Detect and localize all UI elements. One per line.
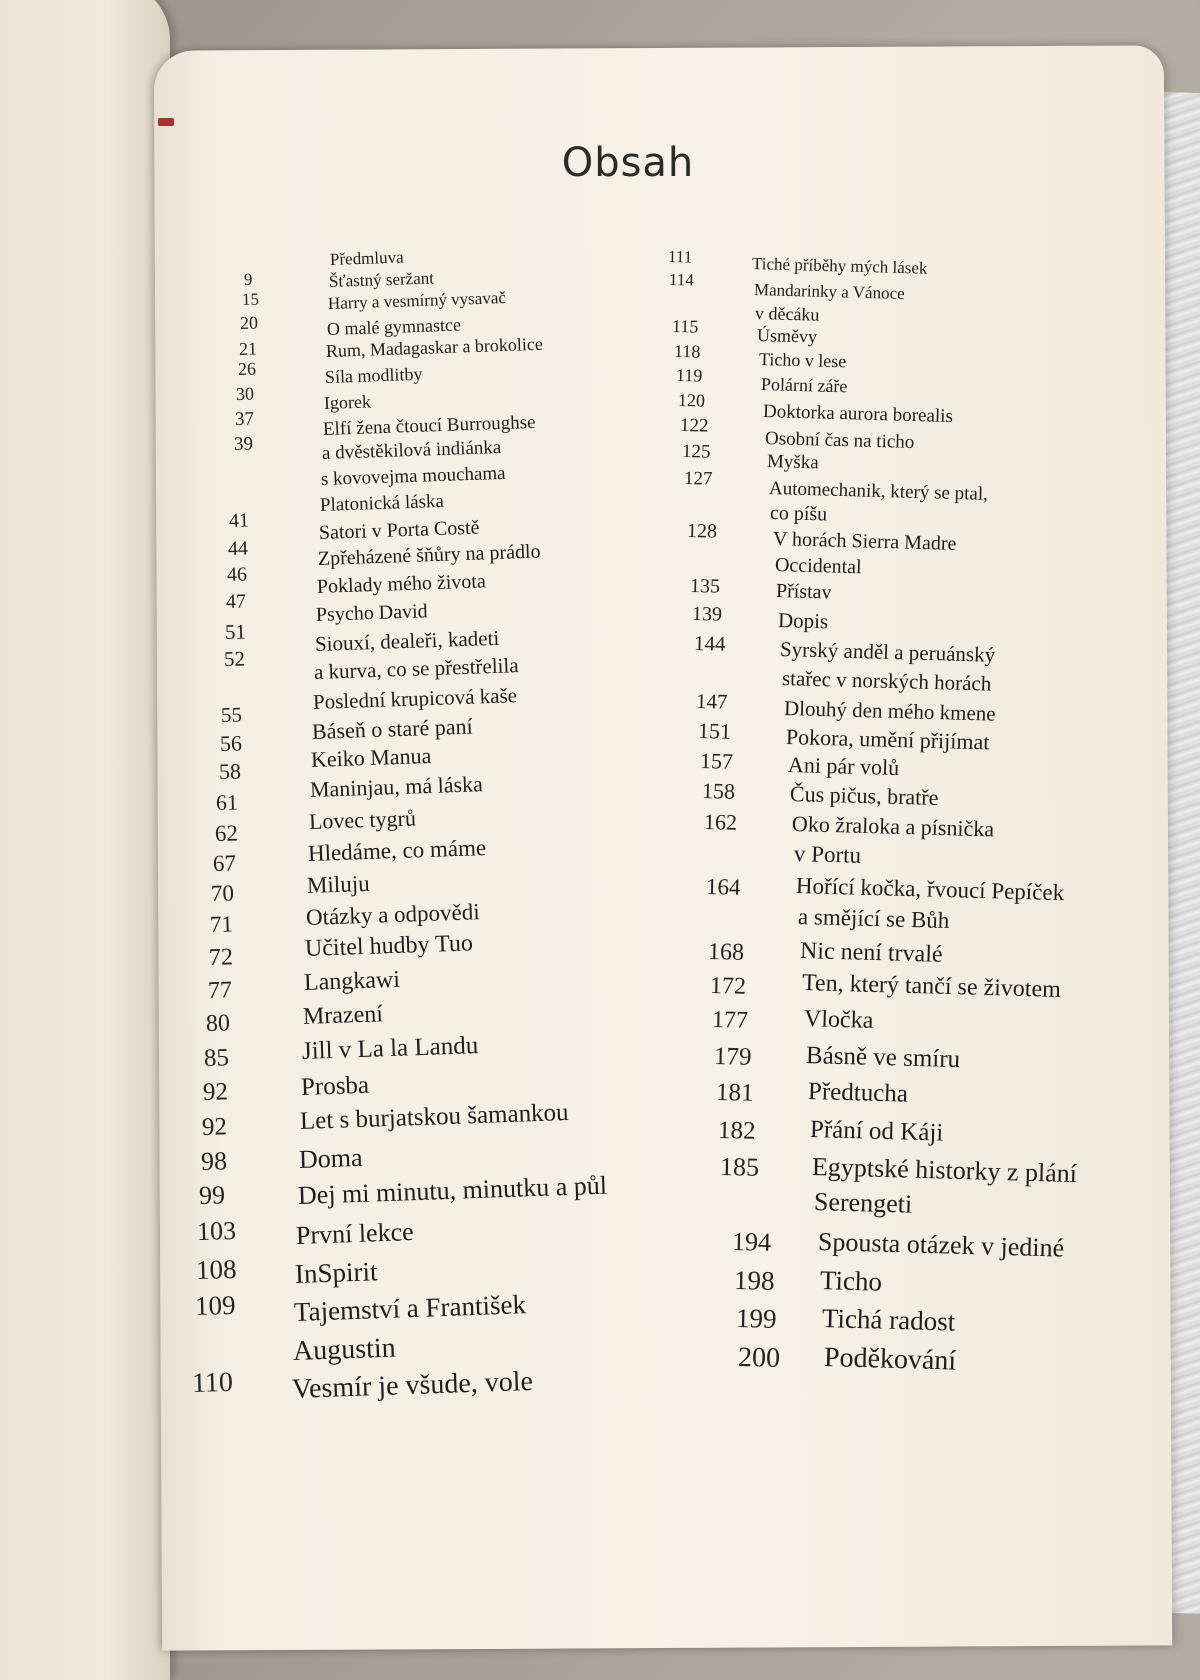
chapter-title: Satori v Porta Costě — [318, 516, 480, 544]
page-number: 194 — [731, 1227, 772, 1257]
page-number: 98 — [200, 1146, 228, 1176]
chapter-title: Miluju — [306, 870, 370, 898]
chapter-title: Langkawi — [303, 966, 401, 996]
chapter-title: Šťastný seržant — [328, 267, 435, 291]
left-page — [0, 0, 170, 1680]
chapter-title: Polární záře — [760, 374, 848, 397]
chapter-title: Oko žraloka a písnička — [791, 811, 995, 842]
chapter-title: Otázky a odpovědi — [305, 898, 481, 930]
page-title: Obsah — [561, 140, 695, 186]
page-number: 147 — [695, 688, 728, 714]
chapter-title: Igorek — [323, 391, 372, 413]
page-number: 67 — [212, 849, 237, 876]
chapter-title: Vločka — [803, 1006, 874, 1034]
page-number: 9 — [243, 269, 253, 289]
chapter-title: Ten, který tančí se životem — [801, 970, 1062, 1003]
chapter-title: O malé gymnastce — [326, 314, 462, 339]
page-number: 62 — [214, 819, 239, 846]
chapter-title: Dlouhý den mého kmene — [783, 695, 996, 726]
chapter-title: Zpřeházené šňůry na prádlo — [317, 540, 541, 570]
chapter-title: První lekce — [295, 1217, 415, 1250]
page-number: 99 — [198, 1180, 226, 1210]
chapter-title: Mandarinky a Vánoce — [753, 279, 905, 303]
page-number: 125 — [681, 440, 711, 463]
chapter-title: Úsměvy — [756, 325, 818, 347]
chapter-title: Prosba — [300, 1071, 370, 1101]
page-number: 177 — [711, 1007, 749, 1034]
chapter-title: v děcáku — [754, 303, 820, 325]
page-number: 127 — [683, 467, 713, 490]
page-number: 103 — [196, 1215, 237, 1246]
chapter-title: Mrazení — [302, 1001, 384, 1030]
page-number: 115 — [671, 316, 699, 337]
page-number: 46 — [226, 563, 248, 586]
chapter-title: a dvěstěkilová indiánka — [321, 436, 502, 464]
page-number: 199 — [735, 1302, 777, 1334]
chapter-title: Dopis — [777, 607, 829, 633]
chapter-title: Hořící kočka, řvoucí Pepíček — [795, 872, 1065, 905]
page-number: 172 — [709, 973, 747, 1000]
chapter-title: Dej mi minutu, minutku a půl — [297, 1170, 608, 1210]
page-number: 151 — [697, 718, 732, 744]
page-number: 181 — [715, 1078, 754, 1107]
page-number: 162 — [703, 809, 738, 835]
page-number: 118 — [673, 341, 701, 362]
chapter-title: Augustin — [292, 1332, 397, 1367]
page-number: 21 — [238, 338, 258, 359]
page-number: 51 — [224, 618, 247, 644]
chapter-title: Ticho — [819, 1264, 883, 1297]
page-number: 39 — [233, 433, 254, 455]
red-bookmark-edge — [158, 118, 174, 126]
chapter-title: Lovec tygrů — [308, 805, 417, 834]
page-number: 120 — [677, 390, 706, 411]
chapter-title: Myška — [766, 450, 820, 473]
chapter-title: Pokora, umění přijímat — [785, 724, 990, 755]
chapter-title: V horách Sierra Madre — [772, 528, 957, 555]
chapter-title: Čus pičus, bratře — [789, 781, 939, 810]
chapter-title: InSpirit — [294, 1255, 378, 1289]
page-number: 179 — [713, 1042, 752, 1071]
page-number: 114 — [668, 269, 695, 290]
chapter-title: stařec v norských horách — [781, 665, 992, 696]
chapter-title: a smějící se Bůh — [797, 903, 950, 933]
chapter-title: s kovovejma mouchama — [320, 462, 506, 490]
chapter-title: Ani pár volů — [787, 752, 900, 780]
page-number: 139 — [691, 603, 723, 626]
chapter-title: Jill v La la Landu — [301, 1031, 479, 1065]
chapter-title: Osobní čas na ticho — [764, 427, 915, 453]
page-number: 119 — [675, 365, 703, 386]
chapter-title: Hledáme, co máme — [307, 834, 487, 866]
page-number: 61 — [215, 789, 239, 815]
page-number: 70 — [210, 879, 235, 906]
page-number: 72 — [208, 944, 234, 971]
chapter-title: Učitel hudby Tuo — [304, 930, 474, 962]
chapter-title: Egyptské historky z plání — [811, 1152, 1078, 1189]
chapter-title: Syrský anděl a peruánský — [779, 636, 996, 667]
chapter-title: Elfí žena čtoucí Burroughse — [322, 411, 536, 440]
chapter-title: Platonická láska — [319, 490, 445, 516]
page-number: 37 — [234, 408, 255, 430]
chapter-title: co píšu — [769, 502, 828, 526]
page-number: 15 — [241, 289, 260, 309]
chapter-title: Tichá radost — [821, 1302, 956, 1337]
chapter-title: Doma — [298, 1142, 363, 1174]
chapter-title: Maninjau, má láska — [309, 771, 484, 802]
page-number: 110 — [191, 1366, 234, 1399]
chapter-title: Serengeti — [813, 1187, 913, 1219]
page-number: 80 — [205, 1010, 231, 1037]
chapter-title: Vesmír je všude, vole — [291, 1365, 534, 1405]
chapter-title: Tajemství a František — [293, 1288, 527, 1327]
book-page — [154, 45, 1172, 1650]
chapter-title: Psycho David — [315, 600, 428, 626]
page-number: 185 — [719, 1152, 760, 1182]
page-number: 168 — [707, 939, 745, 966]
page-number: 44 — [227, 537, 249, 560]
chapter-title: Rum, Madagaskar a brokolice — [325, 333, 544, 361]
page-number: 144 — [693, 630, 726, 656]
page-number: 122 — [679, 414, 709, 437]
chapter-title: Předmluva — [329, 247, 404, 269]
page-number: 77 — [207, 977, 233, 1004]
page-number: 157 — [699, 748, 734, 774]
page-number: 55 — [220, 701, 243, 727]
page-number: 30 — [235, 383, 255, 404]
page-number: 164 — [705, 873, 741, 900]
page-number: 52 — [223, 645, 246, 671]
page-number: 198 — [733, 1264, 775, 1296]
chapter-title: Básně ve smíru — [805, 1041, 961, 1073]
page-number: 111 — [667, 246, 693, 267]
page-number: 128 — [686, 520, 718, 543]
chapter-title: Spousta otázek v jediné — [817, 1227, 1065, 1263]
page-number: 20 — [239, 312, 259, 333]
page-number: 85 — [203, 1043, 230, 1072]
chapter-title: Poděkování — [823, 1342, 957, 1377]
chapter-title: Nic není trvalé — [799, 938, 943, 968]
page-number: 158 — [701, 778, 736, 804]
chapter-title: Harry a vesmírný vysavač — [327, 287, 507, 313]
chapter-title: Let s burjatskou šamankou — [299, 1098, 569, 1135]
page-number: 56 — [219, 730, 243, 756]
page-number: 58 — [218, 758, 242, 784]
chapter-title: Siouxí, dealeři, kadeti — [314, 625, 500, 656]
page-number: 135 — [689, 575, 721, 598]
chapter-title: Keiko Manua — [310, 742, 432, 772]
chapter-title: Přání od Káji — [809, 1115, 944, 1147]
page-number: 182 — [717, 1116, 756, 1145]
chapter-title: Předtucha — [807, 1077, 909, 1108]
chapter-title: Síla modlitby — [324, 363, 423, 387]
page-number: 200 — [737, 1342, 781, 1374]
page-number: 26 — [237, 358, 257, 379]
page-number: 109 — [194, 1289, 236, 1321]
chapter-title: Báseň o staré paní — [311, 713, 473, 744]
chapter-title: Ticho v lese — [758, 349, 847, 372]
chapter-title: a kurva, co se přestřelila — [313, 652, 519, 684]
chapter-title: Automechanik, který se ptal, — [768, 477, 989, 505]
page-number: 41 — [228, 509, 250, 532]
chapter-title: Poslední krupicová kaše — [312, 682, 518, 714]
page-number: 108 — [195, 1253, 237, 1285]
chapter-title: v Portu — [793, 840, 862, 868]
chapter-title: Tiché příběhy mých lásek — [751, 253, 928, 278]
page-number: 47 — [225, 590, 247, 613]
page-number: 92 — [201, 1112, 228, 1141]
chapter-title: Poklady mého života — [316, 570, 487, 598]
chapter-title: Přístav — [775, 580, 832, 604]
page-number: 92 — [202, 1077, 229, 1106]
page-number: 71 — [209, 910, 234, 937]
chapter-title: Occidental — [774, 554, 862, 579]
chapter-title: Doktorka aurora borealis — [762, 400, 954, 427]
